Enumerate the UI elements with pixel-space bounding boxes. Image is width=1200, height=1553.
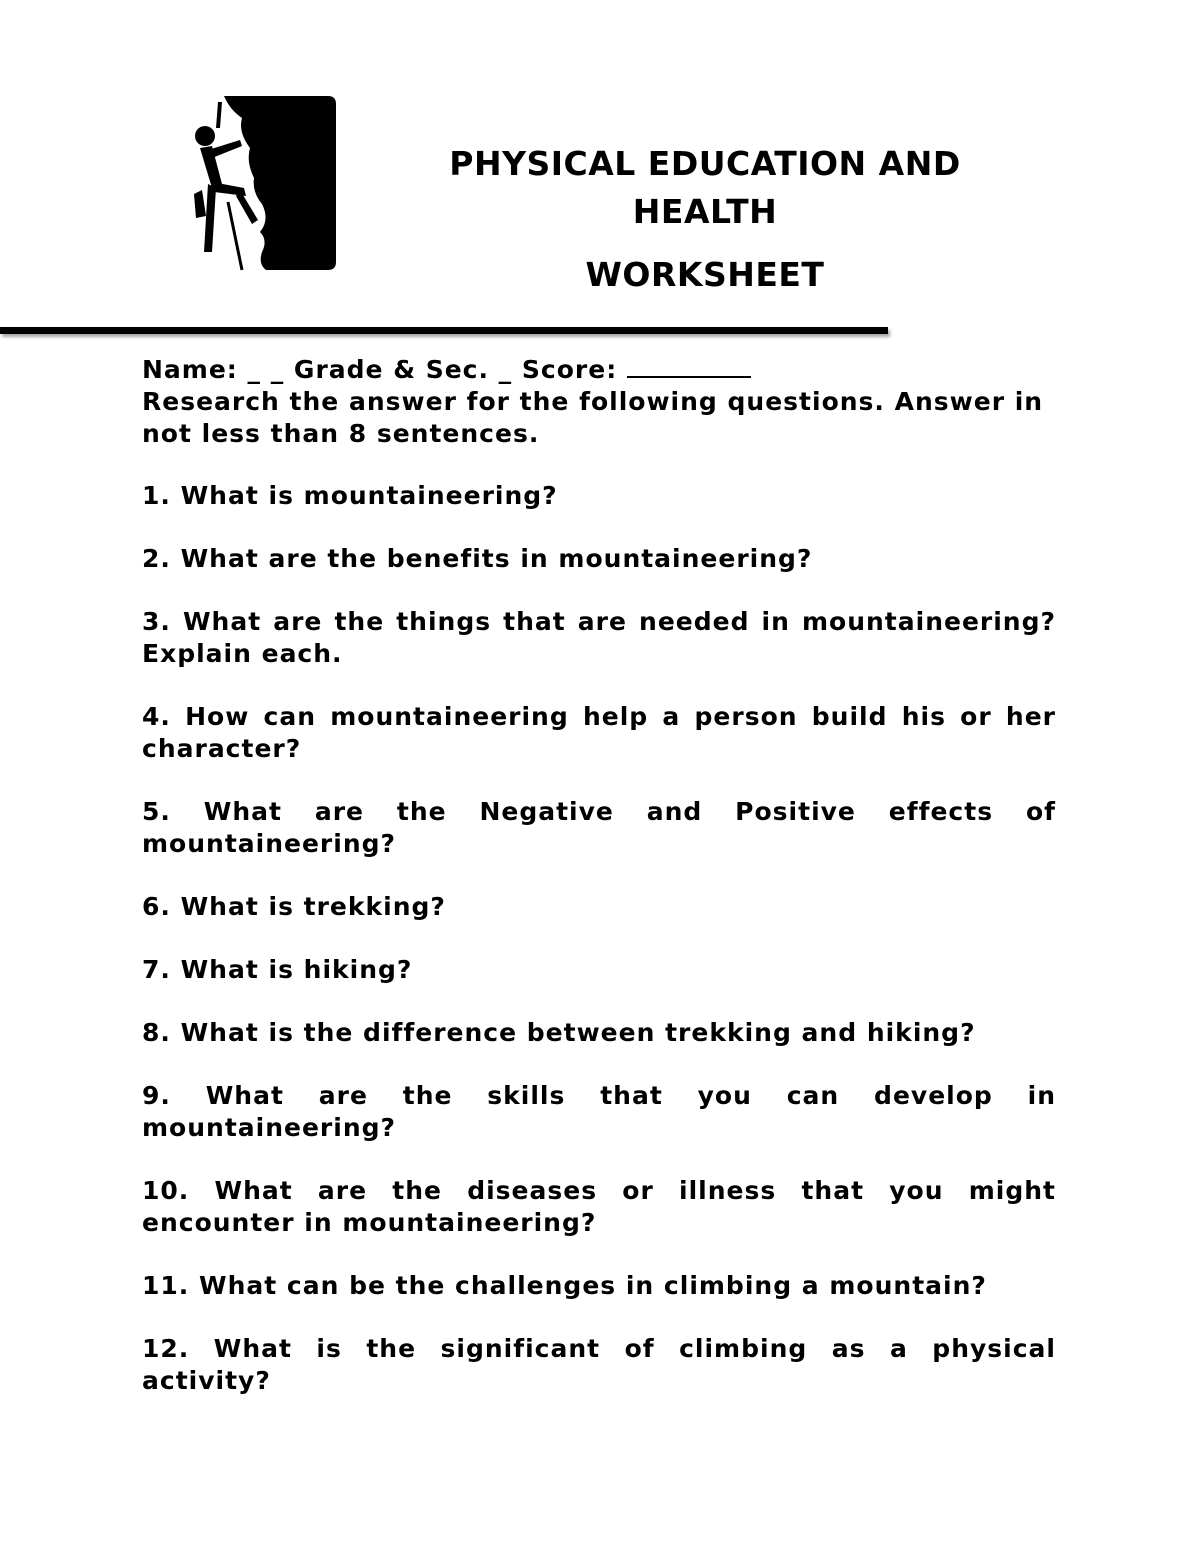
question-item: 3. What are the things that are needed in mountaineering? Explain each. bbox=[142, 607, 1056, 668]
question-item: 10. What are the diseases or illness that you might encounter in mountaineering? bbox=[142, 1176, 1056, 1237]
question-item: 5. What are the Negative and Positive effects of mountaineering? bbox=[142, 797, 1056, 858]
student-info-line bbox=[142, 352, 1056, 386]
page-title: PHYSICAL EDUCATION AND HEALTH bbox=[449, 144, 961, 231]
instructions: Research the answer for the following questions. Answer in not less than 8 sentences. bbox=[142, 387, 1044, 448]
question-item: 9. What are the skills that you can develop in mountaineering? bbox=[142, 1081, 1056, 1142]
page-subtitle: WORKSHEET bbox=[585, 255, 825, 294]
question-item: 4. How can mountaineering help a person build his or her character? bbox=[142, 702, 1056, 763]
grade-label: Grade & Sec. _ bbox=[293, 355, 513, 384]
question-item: 11. What can be the challenges in climbing a mountain? bbox=[142, 1271, 987, 1300]
question-item: 2. What are the benefits in mountaineering? bbox=[142, 544, 813, 573]
score-label: Score: bbox=[521, 355, 618, 384]
score-blank[interactable] bbox=[627, 352, 751, 378]
header-divider bbox=[0, 327, 888, 334]
question-item: 7. What is hiking? bbox=[142, 955, 413, 984]
question-item: 8. What is the difference between trekking and hiking? bbox=[142, 1018, 976, 1047]
worksheet-body bbox=[142, 352, 1056, 1428]
question-item: 1. What is mountaineering? bbox=[142, 481, 558, 510]
question-item: 12. What is the significant of climbing as a physical activity? bbox=[142, 1334, 1056, 1395]
rock-climber-icon bbox=[188, 92, 340, 274]
question-item: 6. What is trekking? bbox=[142, 892, 446, 921]
question-list bbox=[142, 480, 1056, 1397]
name-label: Name: _ _ bbox=[142, 355, 285, 384]
